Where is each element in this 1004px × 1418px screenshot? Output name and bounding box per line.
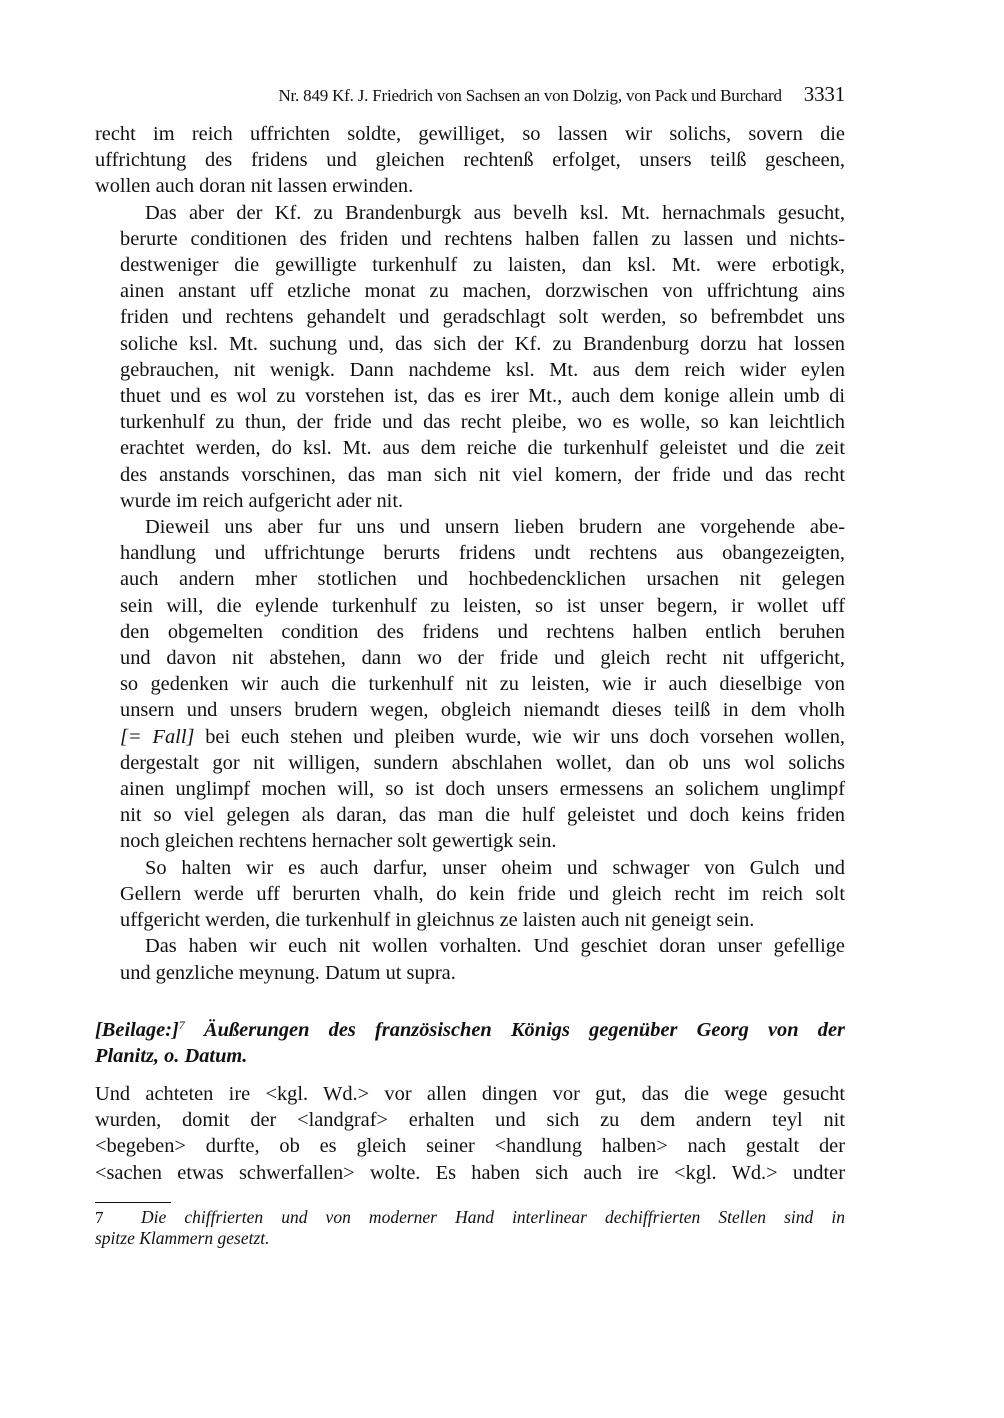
text-line: ainen anstant uff etzliche monat zu machen, dorzwischen von uffrichtung ains [120,280,845,303]
text-line: recht im reich uffrichten soldte, gewilliget, so lassen wir solichs, sovern die [95,123,845,145]
text-line: so gedenken wir auch die turkenhulf nit zu leisten, wie ir auch dieselbige von [120,673,845,696]
text-line: erachtet werden, do ksl. Mt. aus dem reiche die turkenhulf geleistet und die zeit [120,437,845,460]
beilage-heading [95,1012,845,1069]
paragraph [95,121,845,200]
running-head-title: Nr. 849 Kf. J. Friedrich von Sachsen an von Dolzig, von Pack und Burchard [278,86,782,105]
footnote-divider [95,1202,171,1203]
paragraph [95,933,845,985]
text-line: Das aber der Kf. zu Brandenburgk aus bevelh ksl. Mt. hernachmals gesucht, [145,201,845,224]
text-line: des anstands vorschinen, das man sich nit viel komern, der fride und das recht [120,463,845,486]
text-line: wurde im reich aufgericht ader nit. [120,489,404,512]
beilage-line: wurden, domit der <landgraf> erhalten und sich zu dem andern teyl nit [95,1109,845,1132]
paragraph [95,855,845,934]
beilage-line: <sachen etwas schwerfallen> wolte. Es haben sich auch ire <kgl. Wd.> undter [95,1161,845,1184]
page-number: 3331 [803,82,845,106]
text-line: thuet und es wol zu vorstehen ist, das es irer Mt., auch dem konige allein umb di [120,385,845,408]
editorial-note: [= Fall] [120,725,195,748]
text-line: friden und rechtens gehandelt und geradschlagt solt werden, so befrembdet uns [120,306,845,329]
text-line: noch gleichen rechtens hernacher solt gewertigk sein. [120,830,557,853]
beilage-line: <begeben> durfte, ob es gleich seiner <handlung halben> nach gestalt der [95,1135,845,1158]
text-line: gebrauchen, nit wenigk. Dann nachdeme ksl. Mt. aus dem reich wider eylen [120,358,845,381]
text-line: destweniger die gewilligte turkenhulf zu laisten, dan ksl. Mt. were erbotigk, [120,254,845,277]
beilage-line: Und achteten ire <kgl. Wd.> vor allen dingen vor gut, das die wege gesucht [95,1083,845,1105]
text-line: und genzliche meynung. Datum ut supra. [120,961,456,984]
letter-body [95,121,845,986]
beilage-heading-line: Planitz, o. Datum. [95,1045,248,1068]
text-line: sein will, die eylende turkenhulf zu leisten, so ist unser begern, ir wollet uff [120,594,845,617]
text-line: nit so viel gelegen als daran, das man die hulf geleistet und doch keins friden [120,804,845,827]
text-line: auch andern mher stotlichen und hochbedencklichen ursachen nit gelegen [120,568,845,591]
paragraph [95,200,845,514]
text-line: soliche ksl. Mt. suchung und, das sich der Kf. zu Brandenburg dorzu hat lossen [120,332,845,355]
text-line: berurte conditionen des friden und rechtens halben fallen zu lassen und nichts- [120,227,845,250]
text-line: Gellern werde uff berurten vhalh, do kein fride und gleich recht im reich solt [120,882,845,905]
beilage-heading-line: [Beilage:]$^7$ Äußerungen des französischen Königs gegenüber Georg von der [95,1018,845,1041]
text-line: wollen auch doran nit lassen erwinden. [95,175,414,198]
text-line: ainen unglimpf mochen will, so ist doch unsers ermessens an solichem unglimpf [120,778,845,801]
text-line: uffgericht werden, die turkenhulf in gleichnus ze laisten auch nit geneigt sein. [120,909,755,932]
text-line: unsern und unsers brudern wegen, obgleich niemandt dieses teilß in dem vholh [120,699,845,722]
running-head [95,82,845,107]
text-line: dergestalt gor nit willigen, sundern abschlahen wollet, dan ob uns wol solichs [120,751,845,774]
text-line: und davon nit abstehen, dann wo der fride und gleich recht nit uffgericht, [120,647,845,670]
paragraph [95,514,845,855]
beilage-prefix: [Beilage:] [95,1019,179,1041]
beilage-body [95,1081,845,1186]
footnote-line: 7 Die chiffrierten und von moderner Hand interlinear dechiffrierten Stellen sind in [95,1207,845,1227]
text-line: Das haben wir euch nit wollen vorhalten. Und geschiet doran unser gefellige [145,935,845,958]
text-line: handlung und uffrichtunge berurts fridens undt rechtens aus obangezeigten, [120,542,845,565]
text-line: turkenhulf zu thun, der fride und das recht pleibe, wo es wolle, so kan leichtlich [120,411,845,434]
footnote-number: 7 [95,1208,104,1227]
footnote-line: spitze Klammern gesetzt. [95,1228,270,1248]
text-line: den obgemelten condition des fridens und rechtens halben entlich beruhen [120,620,845,643]
text-line: [= Fall] bei euch stehen und pleiben wurde, wie wir uns doch vorsehen wollen, [120,725,845,748]
text-line: uffrichtung des fridens und gleichen rechtenß erfolget, unsers teilß gescheen, [95,149,845,172]
footnote-ref[interactable]: 7 [178,1018,185,1032]
text-line: Dieweil uns aber fur uns und unsern lieben brudern ane vorgehende abe- [145,516,845,539]
text-line: So halten wir es auch darfur, unser oheim und schwager von Gulch und [145,856,845,879]
footnote [95,1207,845,1248]
